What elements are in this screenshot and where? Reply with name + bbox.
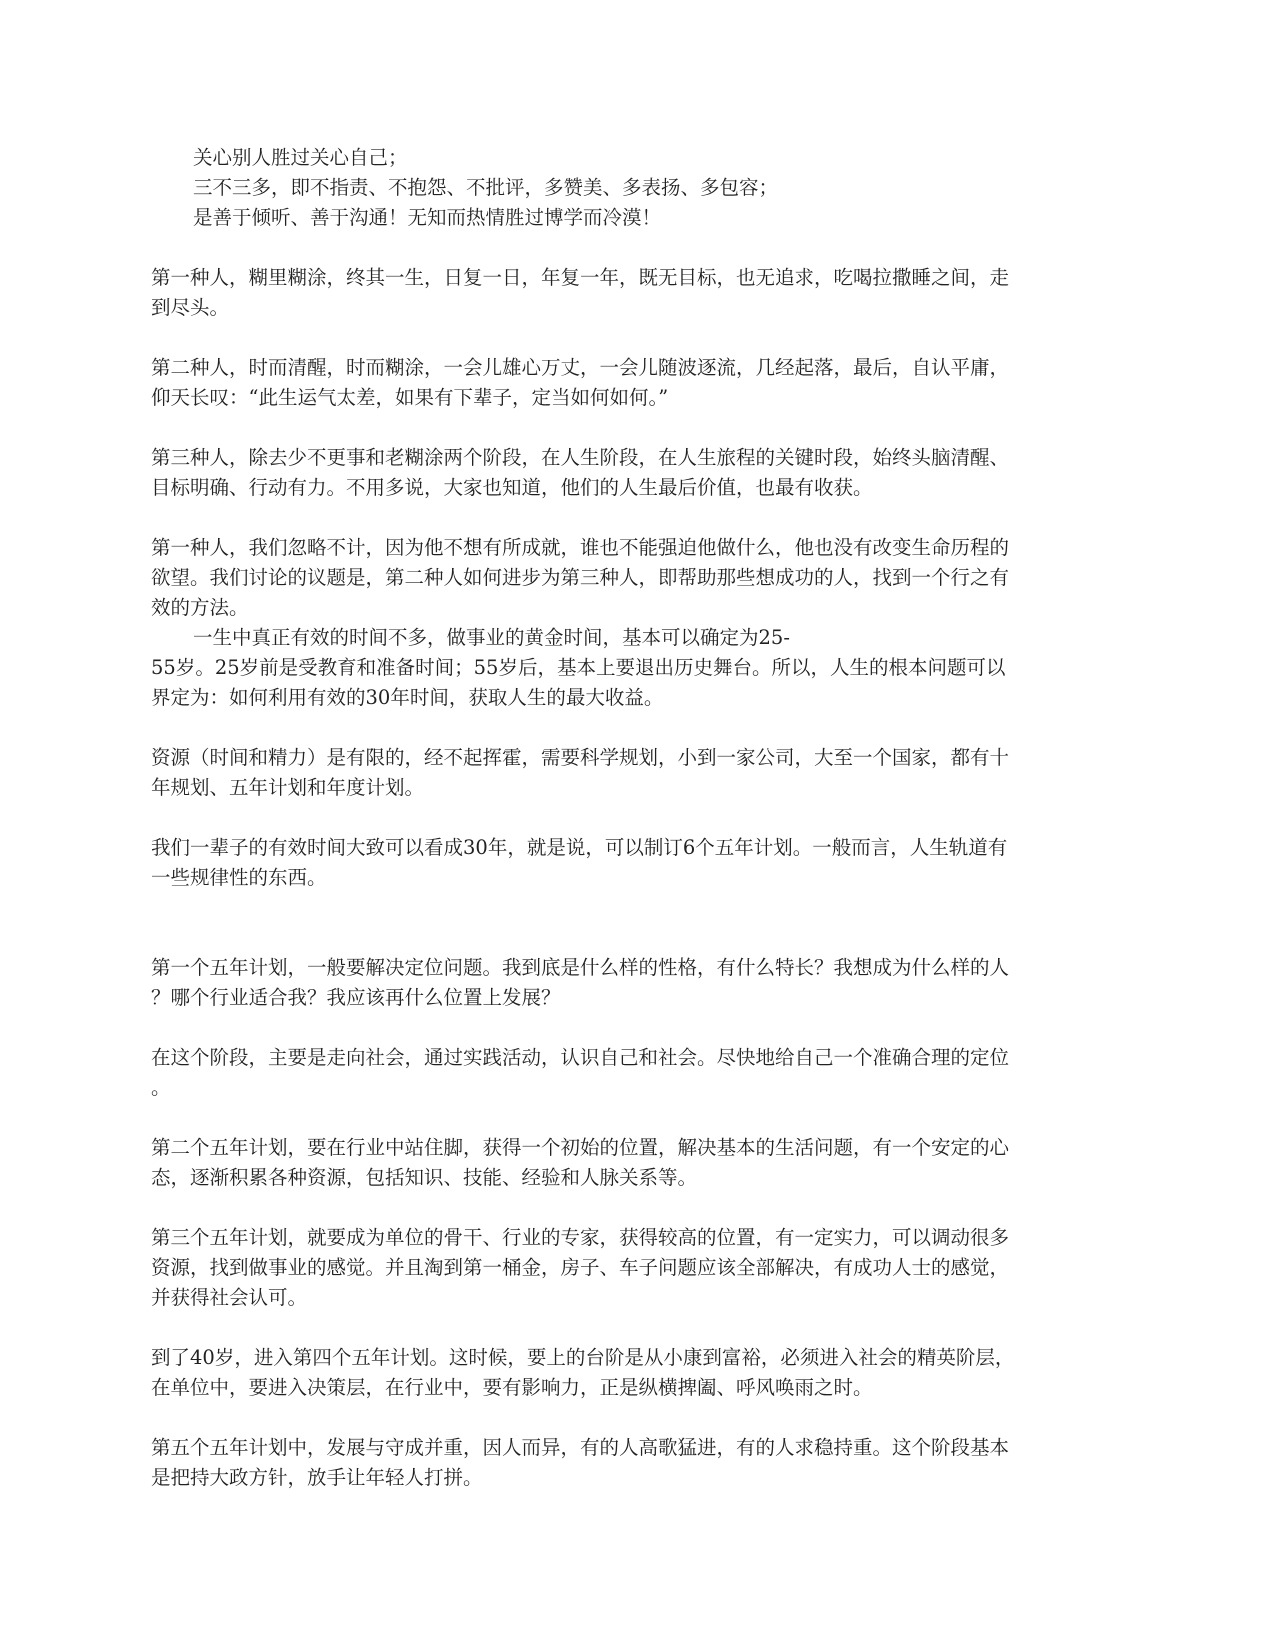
text-line: 。 xyxy=(151,1076,171,1099)
text-line: 一生中真正有效的时间不多，做事业的黄金时间，基本可以确定为25- xyxy=(193,626,790,649)
paragraph-discussion xyxy=(151,533,1111,623)
text-line: 欲望。我们讨论的议题是，第二种人如何进步为第三种人，即帮助那些想成功的人，找到一个行之有 xyxy=(151,566,1010,589)
intro-line: 关心别人胜过关心自己； xyxy=(193,146,408,169)
paragraph-plan-three xyxy=(151,1223,1111,1313)
paragraph-plan-five xyxy=(151,1433,1111,1493)
intro-line: 三不三多，即不指责、不抱怨、不批评，多赞美、多表扬、多包容； xyxy=(193,176,779,199)
text-line: 目标明确、行动有力。不用多说，大家也知道，他们的人生最后价值，也最有收获。 xyxy=(151,476,873,499)
text-line: 第一个五年计划，一般要解决定位问题。我到底是什么样的性格，有什么特长？我想成为什么样的人 xyxy=(151,956,1010,979)
text-line: 到尽头。 xyxy=(151,296,230,319)
text-line: 55岁。25岁前是受教育和准备时间；55岁后，基本上要退出历史舞台。所以，人生的根本问题可以 xyxy=(151,656,1006,679)
paragraph-second-type xyxy=(151,353,1111,413)
paragraph-golden-time xyxy=(151,623,1111,713)
text-line: 仰天长叹：“此生运气太差，如果有下辈子，定当如何如何。” xyxy=(151,386,669,409)
paragraph-plan-two xyxy=(151,1133,1111,1193)
text-line: 第二个五年计划，要在行业中站住脚，获得一个初始的位置，解决基本的生活问题，有一个安定的心 xyxy=(151,1136,1010,1159)
paragraph-plan-one xyxy=(151,953,1111,1013)
text-line: 界定为：如何利用有效的30年时间，获取人生的最大收益。 xyxy=(151,686,664,709)
text-line: 资源（时间和精力）是有限的，经不起挥霍，需要科学规划，小到一家公司，大至一个国家，都有十 xyxy=(151,746,1010,769)
text-line: 我们一辈子的有效时间大致可以看成30年，就是说，可以制订6个五年计划。一般而言，人生轨道有 xyxy=(151,836,1008,859)
text-line: 第五个五年计划中，发展与守成并重，因人而异，有的人高歌猛进，有的人求稳持重。这个阶段基本 xyxy=(151,1436,1010,1459)
text-line: 第一种人，我们忽略不计，因为他不想有所成就，谁也不能强迫他做什么，他也没有改变生命历程的 xyxy=(151,536,1010,559)
paragraph-plan-four xyxy=(151,1343,1111,1403)
text-line: 一些规律性的东西。 xyxy=(151,866,327,889)
text-line: 在这个阶段，主要是走向社会，通过实践活动，认识自己和社会。尽快地给自己一个准确合理的定位 xyxy=(151,1046,1010,1069)
paragraph-thirty-years xyxy=(151,833,1111,893)
text-line: 在单位中，要进入决策层，在行业中，要有影响力，正是纵横捭阖、呼风唤雨之时。 xyxy=(151,1376,873,1399)
paragraph-first-type xyxy=(151,263,1111,323)
intro-line: 是善于倾听、善于沟通！无知而热情胜过博学而冷漠！ xyxy=(193,206,662,229)
text-line: 第一种人，糊里糊涂，终其一生，日复一日，年复一年，既无目标，也无追求，吃喝拉撒睡之间，走 xyxy=(151,266,1010,289)
text-line: 资源，找到做事业的感觉。并且淘到第一桶金，房子、车子问题应该全部解决，有成功人士的感觉， xyxy=(151,1256,1010,1279)
text-line: 是把持大政方针，放手让年轻人打拼。 xyxy=(151,1466,483,1489)
paragraph-resources xyxy=(151,743,1111,803)
intro-block xyxy=(151,143,1111,233)
text-line: ？哪个行业适合我？我应该再什么位置上发展？ xyxy=(151,986,561,1009)
text-line: 态，逐渐积累各种资源，包括知识、技能、经验和人脉关系等。 xyxy=(151,1166,698,1189)
text-line: 第二种人，时而清醒，时而糊涂，一会儿雄心万丈，一会儿随波逐流，几经起落，最后，自认平庸， xyxy=(151,356,1010,379)
text-line: 第三种人，除去少不更事和老糊涂两个阶段，在人生阶段，在人生旅程的关键时段，始终头脑清醒、 xyxy=(151,446,1010,469)
text-line: 第三个五年计划，就要成为单位的骨干、行业的专家，获得较高的位置，有一定实力，可以调动很多 xyxy=(151,1226,1010,1249)
text-line: 年规划、五年计划和年度计划。 xyxy=(151,776,425,799)
document-page xyxy=(151,143,1111,1493)
text-line: 到了40岁，进入第四个五年计划。这时候，要上的台阶是从小康到富裕，必须进入社会的精英阶层， xyxy=(151,1346,1015,1369)
paragraph-stage-one xyxy=(151,1043,1111,1103)
text-line: 并获得社会认可。 xyxy=(151,1286,308,1309)
text-line: 效的方法。 xyxy=(151,596,249,619)
paragraph-third-type xyxy=(151,443,1111,503)
